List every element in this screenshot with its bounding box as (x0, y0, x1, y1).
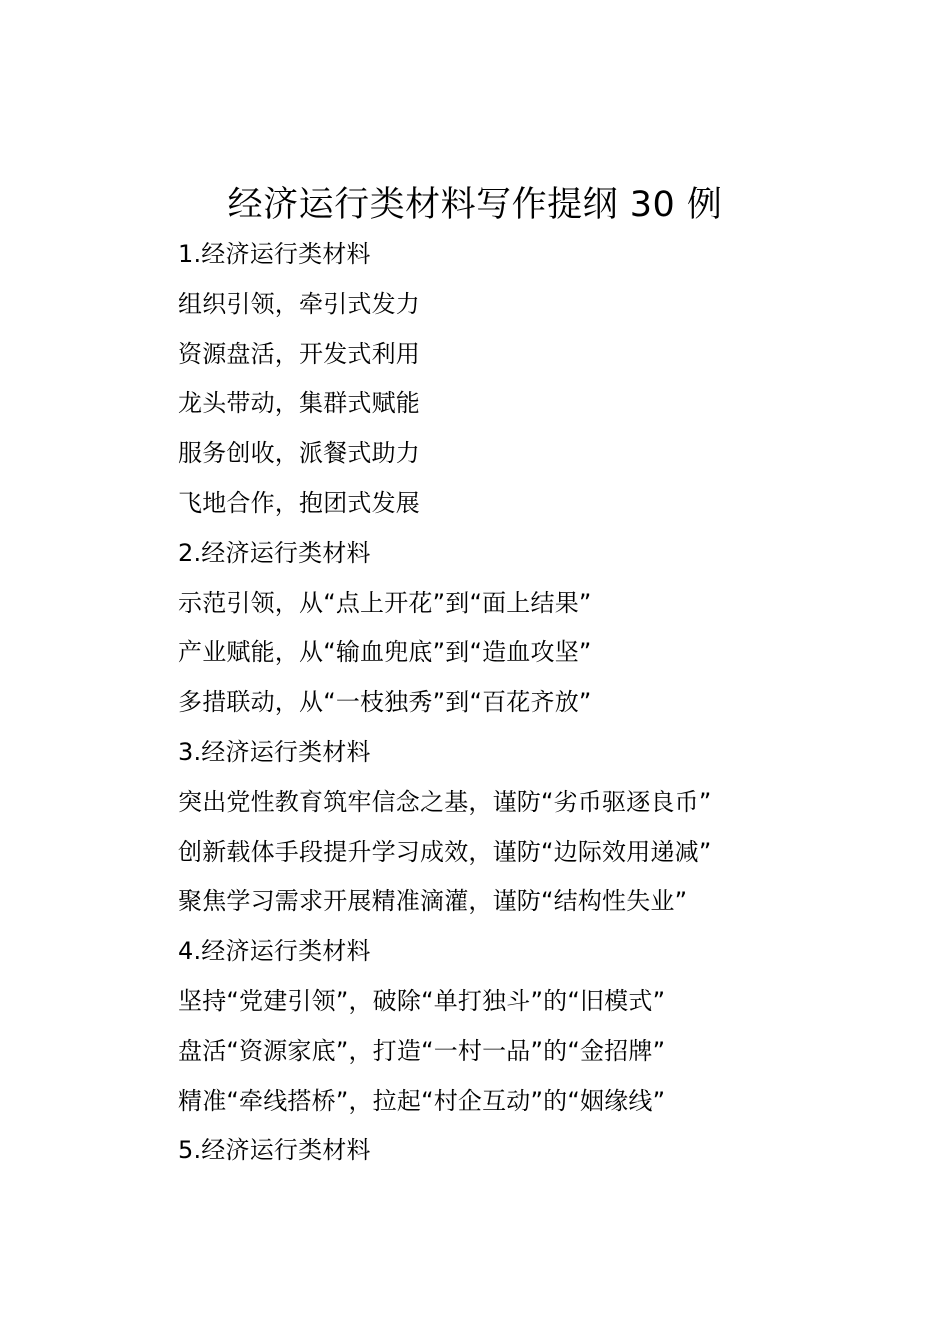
text-line: 突出党性教育筑牢信念之基，谨防“劣币驱逐良币” (178, 787, 712, 816)
text-line: 多措联动，从“一枝独秀”到“百花齐放” (178, 688, 592, 717)
section-heading-3: 3.经济运行类材料 (178, 737, 371, 766)
text-line: 飞地合作，抱团式发展 (178, 488, 420, 517)
text-line: 盘活“资源家底”，打造“一村一品”的“金招牌” (178, 1036, 666, 1065)
text-line: 创新载体手段提升学习成效，谨防“边际效用递减” (178, 837, 712, 866)
text-line: 产业赋能，从“输血兜底”到“造血攻坚” (178, 638, 592, 667)
text-line: 聚焦学习需求开展精准滴灌，谨防“结构性失业” (178, 887, 688, 916)
document-title: 经济运行类材料写作提纲 30 例 (227, 185, 723, 225)
text-line: 坚持“党建引领”，破除“单打独斗”的“旧模式” (178, 986, 666, 1015)
text-line: 精准“牵线搭桥”，拉起“村企互动”的“姻缘线” (178, 1086, 666, 1115)
section-heading-4: 4.经济运行类材料 (178, 937, 371, 966)
section-heading-2: 2.经济运行类材料 (178, 538, 371, 567)
document-body (178, 230, 878, 1176)
text-line: 示范引领，从“点上开花”到“面上结果” (178, 588, 592, 617)
section-heading-5: 5.经济运行类材料 (178, 1136, 371, 1165)
text-line: 组织引领，牵引式发力 (178, 289, 420, 318)
text-line: 服务创收，派餐式助力 (178, 439, 420, 468)
section-heading-1: 1.经济运行类材料 (178, 240, 371, 268)
text-line: 资源盘活，开发式利用 (178, 339, 420, 368)
text-line: 龙头带动，集群式赋能 (178, 389, 420, 418)
